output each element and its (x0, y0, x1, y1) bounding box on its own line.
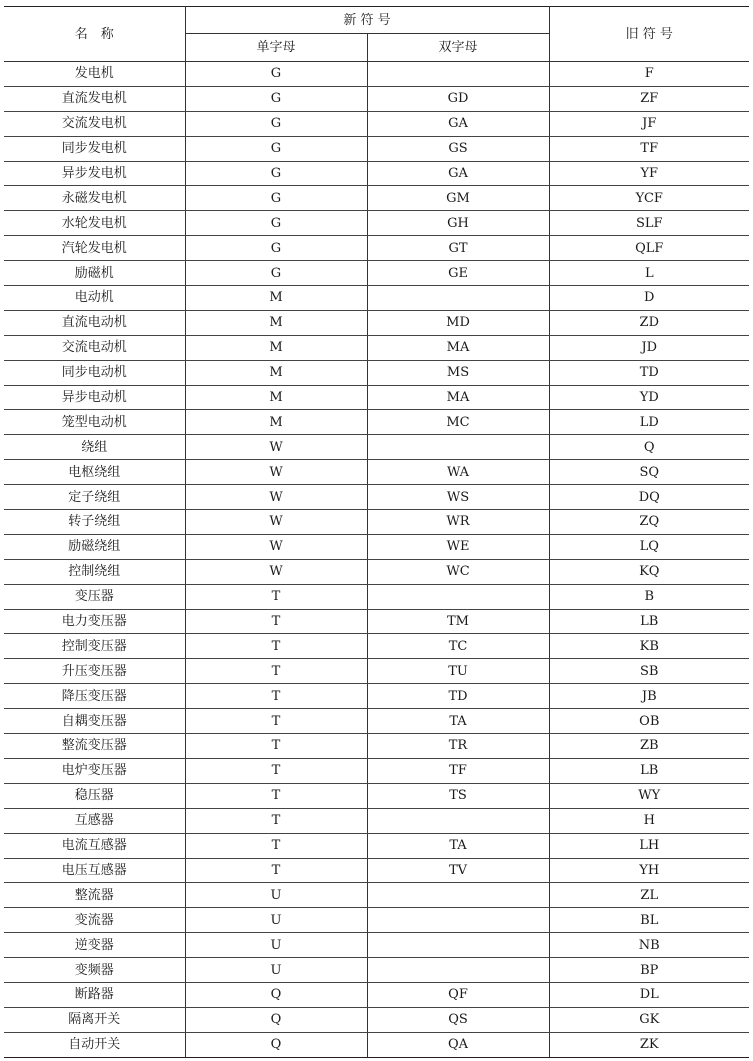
cell-double-letter: GS (367, 136, 549, 161)
cell-name: 发电机 (4, 62, 185, 87)
cell-double-letter: TA (367, 709, 549, 734)
cell-double-letter: WC (367, 559, 549, 584)
cell-double-letter: GH (367, 211, 549, 236)
cell-double-letter: TM (367, 609, 549, 634)
header-new-symbol: 新 符 号 (185, 7, 549, 34)
table-row (4, 111, 749, 136)
cell-single-letter: Q (185, 1032, 367, 1057)
cell-old-symbol: SLF (549, 211, 749, 236)
cell-single-letter: T (185, 659, 367, 684)
cell-name: 励磁机 (4, 261, 185, 286)
cell-name: 变流器 (4, 908, 185, 933)
cell-double-letter (367, 908, 549, 933)
cell-name: 励磁绕组 (4, 534, 185, 559)
table-row (4, 808, 749, 833)
header-name: 名 称 (4, 7, 185, 62)
cell-double-letter (367, 808, 549, 833)
cell-single-letter: G (185, 111, 367, 136)
cell-old-symbol: Q (549, 435, 749, 460)
cell-old-symbol: YD (549, 385, 749, 410)
table-row (4, 485, 749, 510)
table-row (4, 286, 749, 311)
cell-single-letter: Q (185, 1007, 367, 1032)
table-row (4, 460, 749, 485)
cell-single-letter: U (185, 908, 367, 933)
cell-double-letter (367, 958, 549, 983)
table-row (4, 734, 749, 759)
table-row (4, 908, 749, 933)
cell-single-letter: T (185, 758, 367, 783)
cell-old-symbol: ZD (549, 310, 749, 335)
cell-double-letter: MC (367, 410, 549, 435)
cell-double-letter: QF (367, 982, 549, 1007)
table-row (4, 634, 749, 659)
cell-old-symbol: H (549, 808, 749, 833)
cell-old-symbol: YH (549, 858, 749, 883)
cell-single-letter: W (185, 510, 367, 535)
cell-name: 异步电动机 (4, 385, 185, 410)
table-row (4, 161, 749, 186)
cell-old-symbol: DQ (549, 485, 749, 510)
cell-single-letter: M (185, 410, 367, 435)
cell-double-letter: QS (367, 1007, 549, 1032)
cell-name: 同步电动机 (4, 360, 185, 385)
cell-old-symbol: JB (549, 684, 749, 709)
table-row (4, 136, 749, 161)
cell-double-letter (367, 62, 549, 87)
cell-name: 隔离开关 (4, 1007, 185, 1032)
cell-double-letter: TA (367, 833, 549, 858)
table-row (4, 883, 749, 908)
cell-old-symbol: YF (549, 161, 749, 186)
cell-single-letter: T (185, 634, 367, 659)
table-row (4, 958, 749, 983)
cell-single-letter: T (185, 609, 367, 634)
cell-double-letter: GM (367, 186, 549, 211)
cell-single-letter: T (185, 808, 367, 833)
cell-single-letter: M (185, 286, 367, 311)
cell-double-letter (367, 584, 549, 609)
cell-old-symbol: YCF (549, 186, 749, 211)
cell-double-letter: WR (367, 510, 549, 535)
cell-double-letter: TC (367, 634, 549, 659)
table-row (4, 609, 749, 634)
cell-old-symbol: GK (549, 1007, 749, 1032)
cell-old-symbol: L (549, 261, 749, 286)
cell-double-letter: GD (367, 86, 549, 111)
cell-double-letter (367, 933, 549, 958)
table-row (4, 410, 749, 435)
cell-old-symbol: F (549, 62, 749, 87)
cell-name: 绕组 (4, 435, 185, 460)
cell-double-letter: MA (367, 335, 549, 360)
cell-old-symbol: JD (549, 335, 749, 360)
cell-double-letter: TR (367, 734, 549, 759)
cell-double-letter: WA (367, 460, 549, 485)
table-body (4, 62, 749, 1058)
table-row (4, 335, 749, 360)
cell-old-symbol: ZB (549, 734, 749, 759)
cell-double-letter (367, 883, 549, 908)
cell-old-symbol: DL (549, 982, 749, 1007)
cell-double-letter: MA (367, 385, 549, 410)
cell-old-symbol: SQ (549, 460, 749, 485)
table-row (4, 833, 749, 858)
cell-single-letter: T (185, 684, 367, 709)
header-single-letter: 单字母 (185, 34, 367, 62)
table-row (4, 1007, 749, 1032)
cell-single-letter: W (185, 435, 367, 460)
cell-old-symbol: KB (549, 634, 749, 659)
cell-single-letter: T (185, 858, 367, 883)
cell-double-letter: QA (367, 1032, 549, 1057)
cell-single-letter: T (185, 709, 367, 734)
cell-old-symbol: B (549, 584, 749, 609)
symbol-table (4, 6, 749, 1058)
cell-name: 转子绕组 (4, 510, 185, 535)
cell-single-letter: W (185, 559, 367, 584)
cell-single-letter: T (185, 584, 367, 609)
cell-name: 变频器 (4, 958, 185, 983)
cell-name: 水轮发电机 (4, 211, 185, 236)
cell-old-symbol: WY (549, 783, 749, 808)
cell-single-letter: G (185, 86, 367, 111)
table-row (4, 236, 749, 261)
cell-single-letter: W (185, 460, 367, 485)
cell-double-letter: GT (367, 236, 549, 261)
header-old-symbol: 旧 符 号 (549, 7, 749, 62)
cell-single-letter: U (185, 933, 367, 958)
cell-single-letter: G (185, 236, 367, 261)
table-row (4, 659, 749, 684)
cell-old-symbol: ZL (549, 883, 749, 908)
cell-old-symbol: LB (549, 609, 749, 634)
table-row (4, 310, 749, 335)
cell-name: 直流电动机 (4, 310, 185, 335)
cell-old-symbol: BL (549, 908, 749, 933)
cell-single-letter: T (185, 833, 367, 858)
cell-name: 整流变压器 (4, 734, 185, 759)
table-row (4, 534, 749, 559)
cell-old-symbol: ZQ (549, 510, 749, 535)
cell-old-symbol: NB (549, 933, 749, 958)
cell-name: 电炉变压器 (4, 758, 185, 783)
cell-name: 控制绕组 (4, 559, 185, 584)
cell-double-letter: TS (367, 783, 549, 808)
cell-single-letter: M (185, 360, 367, 385)
cell-name: 稳压器 (4, 783, 185, 808)
cell-old-symbol: SB (549, 659, 749, 684)
cell-double-letter (367, 286, 549, 311)
cell-name: 永磁发电机 (4, 186, 185, 211)
cell-old-symbol: TF (549, 136, 749, 161)
table-row (4, 186, 749, 211)
cell-old-symbol: BP (549, 958, 749, 983)
cell-single-letter: G (185, 62, 367, 87)
cell-double-letter: TD (367, 684, 549, 709)
cell-single-letter: G (185, 136, 367, 161)
table-row (4, 783, 749, 808)
table-row (4, 211, 749, 236)
cell-single-letter: G (185, 261, 367, 286)
cell-name: 电动机 (4, 286, 185, 311)
cell-name: 定子绕组 (4, 485, 185, 510)
cell-old-symbol: JF (549, 111, 749, 136)
cell-double-letter: GA (367, 161, 549, 186)
cell-name: 电压互感器 (4, 858, 185, 883)
cell-single-letter: G (185, 161, 367, 186)
cell-double-letter: TU (367, 659, 549, 684)
cell-double-letter: GE (367, 261, 549, 286)
cell-name: 电流互感器 (4, 833, 185, 858)
cell-old-symbol: OB (549, 709, 749, 734)
table-row (4, 933, 749, 958)
table-row (4, 709, 749, 734)
cell-double-letter: MS (367, 360, 549, 385)
cell-old-symbol: D (549, 286, 749, 311)
cell-name: 断路器 (4, 982, 185, 1007)
cell-single-letter: W (185, 485, 367, 510)
cell-single-letter: G (185, 186, 367, 211)
cell-single-letter: M (185, 310, 367, 335)
cell-single-letter: T (185, 783, 367, 808)
table-row (4, 510, 749, 535)
cell-name: 直流发电机 (4, 86, 185, 111)
cell-old-symbol: KQ (549, 559, 749, 584)
table-row (4, 435, 749, 460)
table-row (4, 559, 749, 584)
table-row (4, 1032, 749, 1057)
table-header (4, 7, 749, 62)
header-double-letter: 双字母 (367, 34, 549, 62)
cell-name: 异步发电机 (4, 161, 185, 186)
cell-double-letter: TF (367, 758, 549, 783)
cell-double-letter: WE (367, 534, 549, 559)
cell-old-symbol: LB (549, 758, 749, 783)
cell-single-letter: M (185, 385, 367, 410)
cell-name: 自动开关 (4, 1032, 185, 1057)
cell-single-letter: W (185, 534, 367, 559)
table-row (4, 684, 749, 709)
cell-double-letter: MD (367, 310, 549, 335)
table-row (4, 261, 749, 286)
cell-old-symbol: LD (549, 410, 749, 435)
cell-old-symbol: LQ (549, 534, 749, 559)
cell-single-letter: U (185, 883, 367, 908)
cell-name: 电枢绕组 (4, 460, 185, 485)
cell-old-symbol: LH (549, 833, 749, 858)
cell-name: 笼型电动机 (4, 410, 185, 435)
table-row (4, 360, 749, 385)
table-row (4, 385, 749, 410)
cell-name: 控制变压器 (4, 634, 185, 659)
cell-single-letter: G (185, 211, 367, 236)
cell-double-letter: GA (367, 111, 549, 136)
cell-single-letter: Q (185, 982, 367, 1007)
cell-name: 互感器 (4, 808, 185, 833)
table-row (4, 858, 749, 883)
cell-name: 电力变压器 (4, 609, 185, 634)
table-row (4, 62, 749, 87)
cell-double-letter: TV (367, 858, 549, 883)
table-row (4, 584, 749, 609)
cell-old-symbol: ZK (549, 1032, 749, 1057)
cell-single-letter: T (185, 734, 367, 759)
cell-name: 交流电动机 (4, 335, 185, 360)
table-row (4, 982, 749, 1007)
cell-old-symbol: QLF (549, 236, 749, 261)
cell-single-letter: M (185, 335, 367, 360)
cell-name: 升压变压器 (4, 659, 185, 684)
cell-single-letter: U (185, 958, 367, 983)
cell-name: 同步发电机 (4, 136, 185, 161)
cell-name: 整流器 (4, 883, 185, 908)
cell-old-symbol: TD (549, 360, 749, 385)
cell-name: 交流发电机 (4, 111, 185, 136)
cell-double-letter (367, 435, 549, 460)
table-row (4, 758, 749, 783)
cell-name: 变压器 (4, 584, 185, 609)
cell-double-letter: WS (367, 485, 549, 510)
table-row (4, 86, 749, 111)
cell-old-symbol: ZF (549, 86, 749, 111)
cell-name: 汽轮发电机 (4, 236, 185, 261)
cell-name: 降压变压器 (4, 684, 185, 709)
cell-name: 逆变器 (4, 933, 185, 958)
cell-name: 自耦变压器 (4, 709, 185, 734)
